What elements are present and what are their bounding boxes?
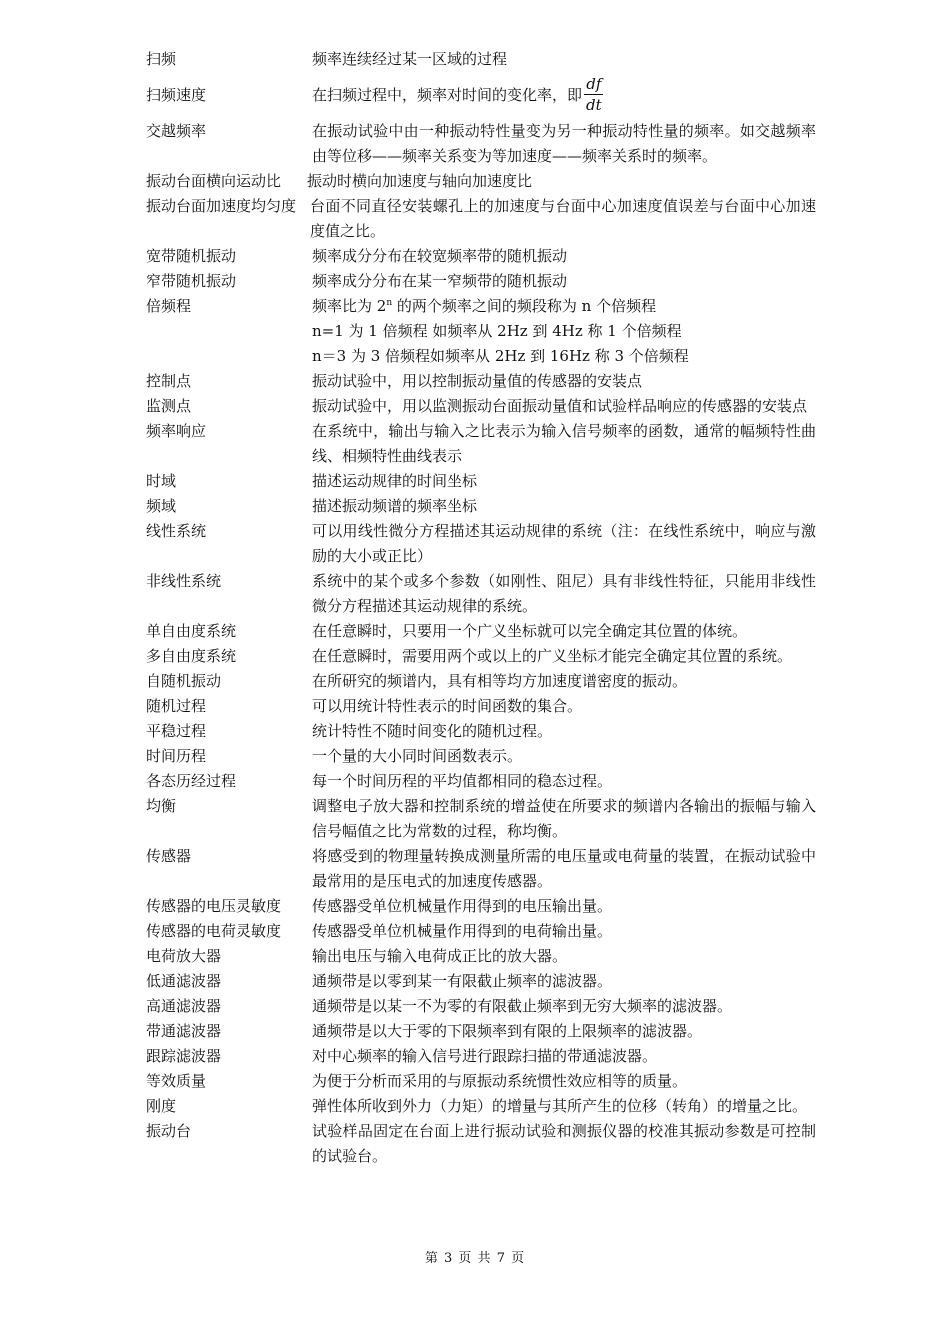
definition: 可以用线性微分方程描述其运动规律的系统（注：在线性系统中，响应与激励的大小或正比） — [312, 522, 816, 565]
term: 振动台面横向运动比 — [146, 172, 282, 190]
page-number-footer: 第 3 页 共 7 页 — [424, 1251, 526, 1266]
definition: 频率成分分布在某一窄频带的随机振动 — [312, 272, 568, 290]
glossary-entry — [146, 794, 816, 844]
term: 自随机振动 — [146, 672, 222, 690]
fraction-denominator: dt — [586, 96, 602, 114]
glossary-entry — [146, 619, 816, 644]
term: 单自由度系统 — [146, 622, 237, 640]
term: 倍频程 — [146, 297, 192, 315]
glossary-entry — [146, 74, 816, 115]
definition-text: 在扫频过程中，频率对时间的变化率，即 — [312, 85, 583, 104]
glossary-entry — [146, 844, 816, 894]
fraction-numerator: df — [586, 75, 602, 93]
definition: 试验样品固定在台面上进行振动试验和测振仪器的校准其振动参数是可控制的试验台。 — [312, 1122, 816, 1165]
term: 多自由度系统 — [146, 647, 237, 665]
term: 时间历程 — [146, 747, 207, 765]
definition: 系统中的某个或多个参数（如刚性、阻尼）具有非线性特征，只能用非线性微分方程描述其运动规律的系统。 — [312, 572, 816, 615]
definition: 在任意瞬时，只要用一个广义坐标就可以完全确定其位置的体统。 — [312, 622, 748, 640]
term: 传感器 — [146, 847, 192, 865]
glossary-entry — [146, 919, 816, 944]
glossary-entry — [146, 469, 816, 494]
glossary-entry — [146, 244, 816, 269]
definition: 通频带是以某一不为零的有限截止频率到无穷大频率的滤波器。 — [312, 997, 733, 1015]
definition: 通频带是以零到某一有限截止频率的滤波器。 — [312, 972, 613, 990]
definition-line: n＝3 为 3 倍频程如频率从 2Hz 到 16Hz 称 3 个倍频程 — [312, 347, 689, 365]
glossary-entry — [146, 119, 816, 169]
glossary-entry — [146, 944, 816, 969]
glossary-entry — [146, 1044, 816, 1069]
term: 平稳过程 — [146, 722, 207, 740]
definition: 振动试验中，用以控制振动量值的传感器的安装点 — [312, 372, 643, 390]
superscript: n — [386, 298, 393, 308]
glossary-entry — [146, 269, 816, 294]
term: 振动台面加速度均匀度 — [146, 197, 297, 215]
glossary-entry — [146, 1094, 816, 1119]
term: 等效质量 — [146, 1072, 207, 1090]
glossary-entry — [146, 569, 816, 619]
glossary-entry — [146, 394, 816, 419]
definition: 弹性体所收到外力（力矩）的增量与其所产生的位移（转角）的增量之比。 — [312, 1097, 808, 1115]
glossary-entry — [146, 47, 816, 72]
glossary-entry — [146, 994, 816, 1019]
glossary-entry — [146, 419, 816, 469]
definition: 频率成分分布在较宽频率带的随机振动 — [312, 247, 568, 265]
definition: 描述振动频谱的频率坐标 — [312, 497, 478, 515]
definition-line: n=1 为 1 倍频程 如频率从 2Hz 到 4Hz 称 1 个倍频程 — [312, 322, 682, 340]
glossary-entry — [146, 769, 816, 794]
term: 窄带随机振动 — [146, 272, 237, 290]
definition: 将感受到的物理量转换成测量所需的电压量或电荷量的装置，在振动试验中最常用的是压电式的加速度传感器。 — [312, 847, 816, 890]
definition: 统计特性不随时间变化的随机过程。 — [312, 722, 553, 740]
term: 频域 — [146, 497, 177, 515]
glossary-entry — [146, 1119, 816, 1169]
definition: 输出电压与输入电荷成正比的放大器。 — [312, 947, 568, 965]
definition: 每一个时间历程的平均值都相同的稳态过程。 — [312, 772, 613, 790]
definition: 振动时横向加速度与轴向加速度比 — [307, 172, 533, 190]
definition: 对中心频率的输入信号进行跟踪扫描的带通滤波器。 — [312, 1047, 658, 1065]
glossary-entry — [146, 294, 816, 369]
definition: 为便于分析而采用的与原振动系统惯性效应相等的质量。 — [312, 1072, 688, 1090]
glossary-entry — [146, 1019, 816, 1044]
glossary-entry — [146, 644, 816, 669]
glossary-entry — [146, 719, 816, 744]
term: 时域 — [146, 472, 177, 490]
definition: 描述运动规律的时间坐标 — [312, 472, 478, 490]
definition: 传感器受单位机械量作用得到的电压输出量。 — [312, 897, 613, 915]
term: 电荷放大器 — [146, 947, 222, 965]
glossary-list — [146, 47, 816, 1169]
term: 宽带随机振动 — [146, 247, 237, 265]
definition — [312, 74, 816, 115]
term: 刚度 — [146, 1097, 177, 1115]
term: 扫频速度 — [146, 86, 207, 104]
glossary-entry — [146, 894, 816, 919]
term: 各态历经过程 — [146, 772, 237, 790]
term: 跟踪滤波器 — [146, 1047, 222, 1065]
term: 非线性系统 — [146, 572, 222, 590]
definition: 可以用统计特性表示的时间函数的集合。 — [312, 697, 583, 715]
term: 高通滤波器 — [146, 997, 222, 1015]
term: 线性系统 — [146, 522, 207, 540]
term: 均衡 — [146, 797, 177, 815]
term: 监测点 — [146, 397, 192, 415]
definition: 通频带是以大于零的下限频率到有限的上限频率的滤波器。 — [312, 1022, 703, 1040]
term: 频率响应 — [146, 422, 207, 440]
glossary-entry — [146, 494, 816, 519]
definition-line — [312, 294, 816, 319]
term: 交越频率 — [146, 122, 207, 140]
term: 振动台 — [146, 1122, 192, 1140]
glossary-entry — [146, 194, 816, 244]
term: 传感器的电荷灵敏度 — [146, 922, 282, 940]
definition-text: 频率比为 2 — [312, 297, 387, 315]
glossary-entry — [146, 744, 816, 769]
definition: 调整电子放大器和控制系统的增益使在所要求的频谱内各输出的振幅与输入信号幅值之比为常数的过程，称均衡。 — [312, 797, 816, 840]
glossary-entry — [146, 694, 816, 719]
term: 随机过程 — [146, 697, 207, 715]
definition-text: 的两个频率之间的频段称为 n 个倍频程 — [392, 297, 657, 315]
glossary-entry — [146, 519, 816, 569]
term: 低通滤波器 — [146, 972, 222, 990]
fraction-formula — [584, 74, 604, 115]
term: 带通滤波器 — [146, 1022, 222, 1040]
definition: 传感器受单位机械量作用得到的电荷输出量。 — [312, 922, 613, 940]
glossary-entry — [146, 369, 816, 394]
glossary-entry — [146, 969, 816, 994]
definition: 频率连续经过某一区域的过程 — [312, 50, 508, 68]
term: 传感器的电压灵敏度 — [146, 897, 282, 915]
term: 控制点 — [146, 372, 192, 390]
definition: 在振动试验中由一种振动特性量变为另一种振动特性量的频率。如交越频率由等位移——频率关系变为等加速度——频率关系时的频率。 — [312, 122, 816, 165]
definition — [312, 294, 816, 369]
term: 扫频 — [146, 50, 177, 68]
definition: 在任意瞬时，需要用两个或以上的广义坐标才能完全确定其位置的系统。 — [312, 647, 793, 665]
definition: 台面不同直径安装螺孔上的加速度与台面中心加速度值误差与台面中心加速度值之比。 — [310, 197, 816, 240]
definition: 在系统中，输出与输入之比表示为输入信号频率的函数，通常的幅频特性曲线、相频特性曲线表示 — [312, 422, 816, 465]
definition: 在所研究的频谱内，具有相等均方加速度谱密度的振动。 — [312, 672, 688, 690]
glossary-entry — [146, 669, 816, 694]
glossary-entry — [146, 1069, 816, 1094]
definition: 一个量的大小同时间函数表示。 — [312, 747, 523, 765]
glossary-entry — [146, 169, 816, 194]
definition: 振动试验中，用以监测振动台面振动量值和试验样品响应的传感器的安装点 — [312, 397, 808, 415]
